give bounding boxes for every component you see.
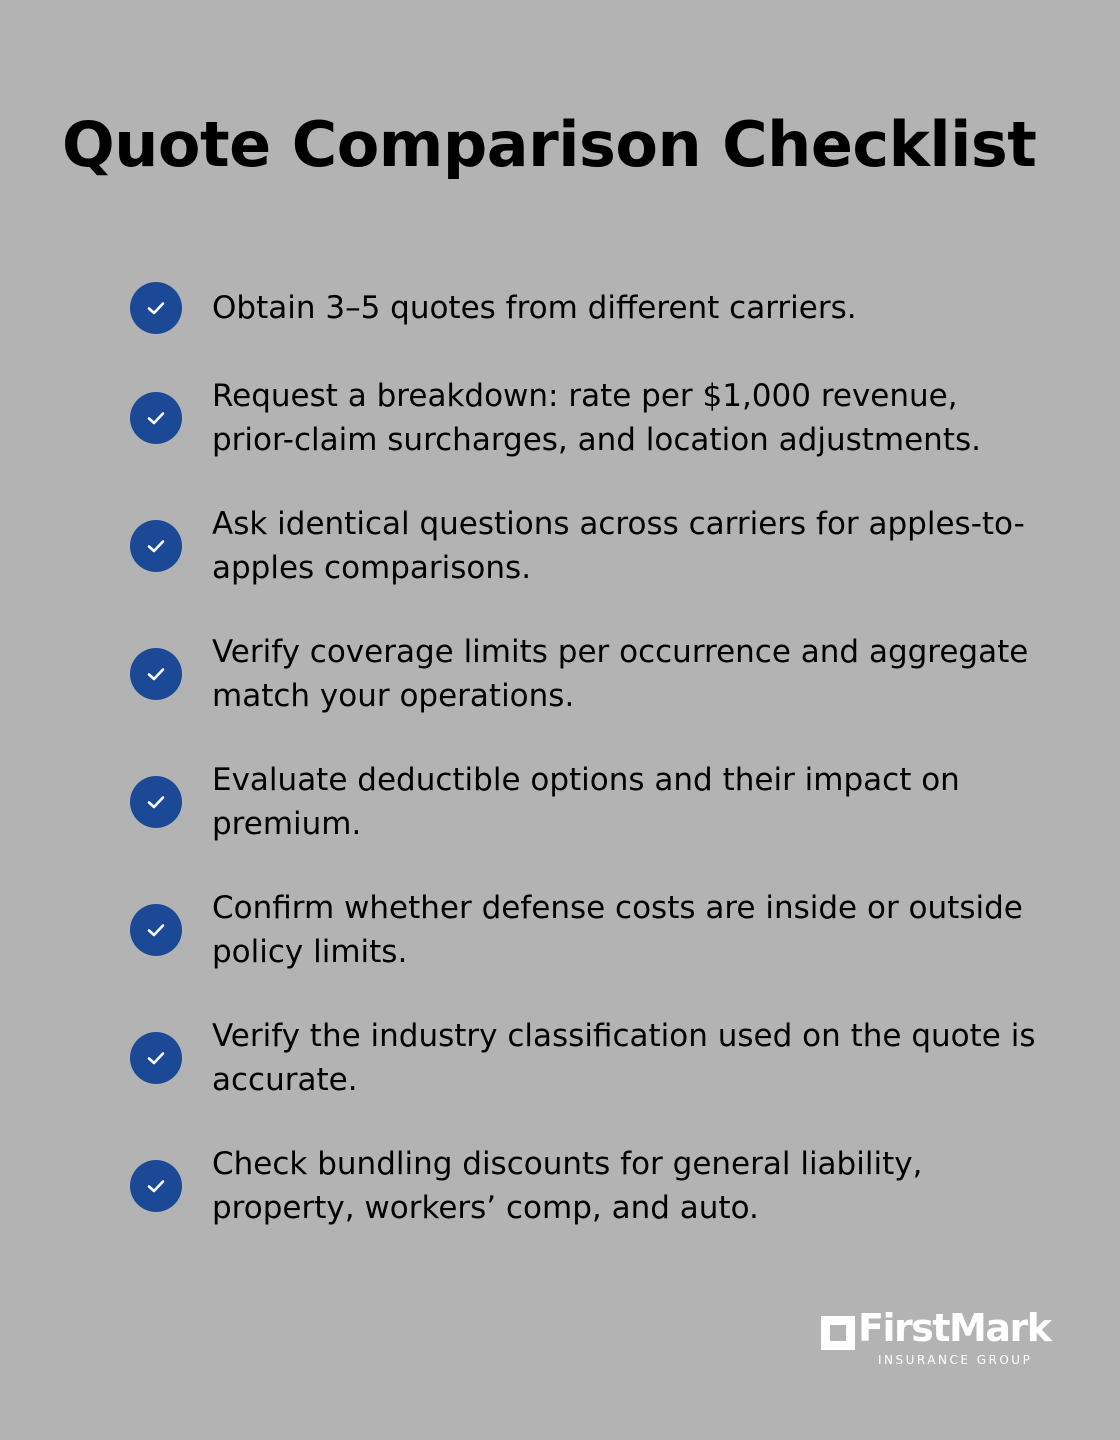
checklist-item-text: Confirm whether defense costs are inside or outside policy limits. xyxy=(212,890,1023,970)
logo-square-icon xyxy=(821,1316,855,1350)
check-circle-icon xyxy=(130,520,182,572)
checklist-item-text: Verify coverage limits per occurrence and aggregate match your operations. xyxy=(212,634,1029,714)
check-circle-icon xyxy=(130,1032,182,1084)
checklist-item-text: Ask identical questions across carriers for apples-to-apples comparisons. xyxy=(212,506,1025,586)
checklist-item-text: Evaluate deductible options and their impact on premium. xyxy=(212,762,960,842)
checklist-item xyxy=(130,629,1050,719)
checklist-item-text: Request a breakdown: rate per $1,000 revenue, prior-claim surcharges, and location adjustments. xyxy=(212,378,981,458)
checklist-item-text: Obtain 3–5 quotes from different carriers. xyxy=(212,290,857,326)
checklist-item xyxy=(130,373,1050,463)
firstmark-logo xyxy=(818,1306,1058,1372)
check-circle-icon xyxy=(130,282,182,334)
logo-subtitle: INSURANCE GROUP xyxy=(878,1353,1033,1367)
checklist-item xyxy=(130,885,1050,975)
checklist-item-text: Verify the industry classification used on the quote is accurate. xyxy=(212,1018,1036,1098)
check-circle-icon xyxy=(130,648,182,700)
checklist-item-text: Check bundling discounts for general liability, property, workers’ comp, and auto. xyxy=(212,1146,923,1226)
check-circle-icon xyxy=(130,1160,182,1212)
logo-name: FirstMark xyxy=(858,1306,1051,1350)
check-circle-icon xyxy=(130,776,182,828)
check-circle-icon xyxy=(130,904,182,956)
checklist-item xyxy=(130,501,1050,591)
checklist-item xyxy=(130,263,1050,353)
checklist-item xyxy=(130,1013,1050,1103)
check-circle-icon xyxy=(130,392,182,444)
page-title: Quote Comparison Checklist xyxy=(62,108,1037,181)
checklist-item xyxy=(130,1141,1050,1231)
checklist-item xyxy=(130,757,1050,847)
